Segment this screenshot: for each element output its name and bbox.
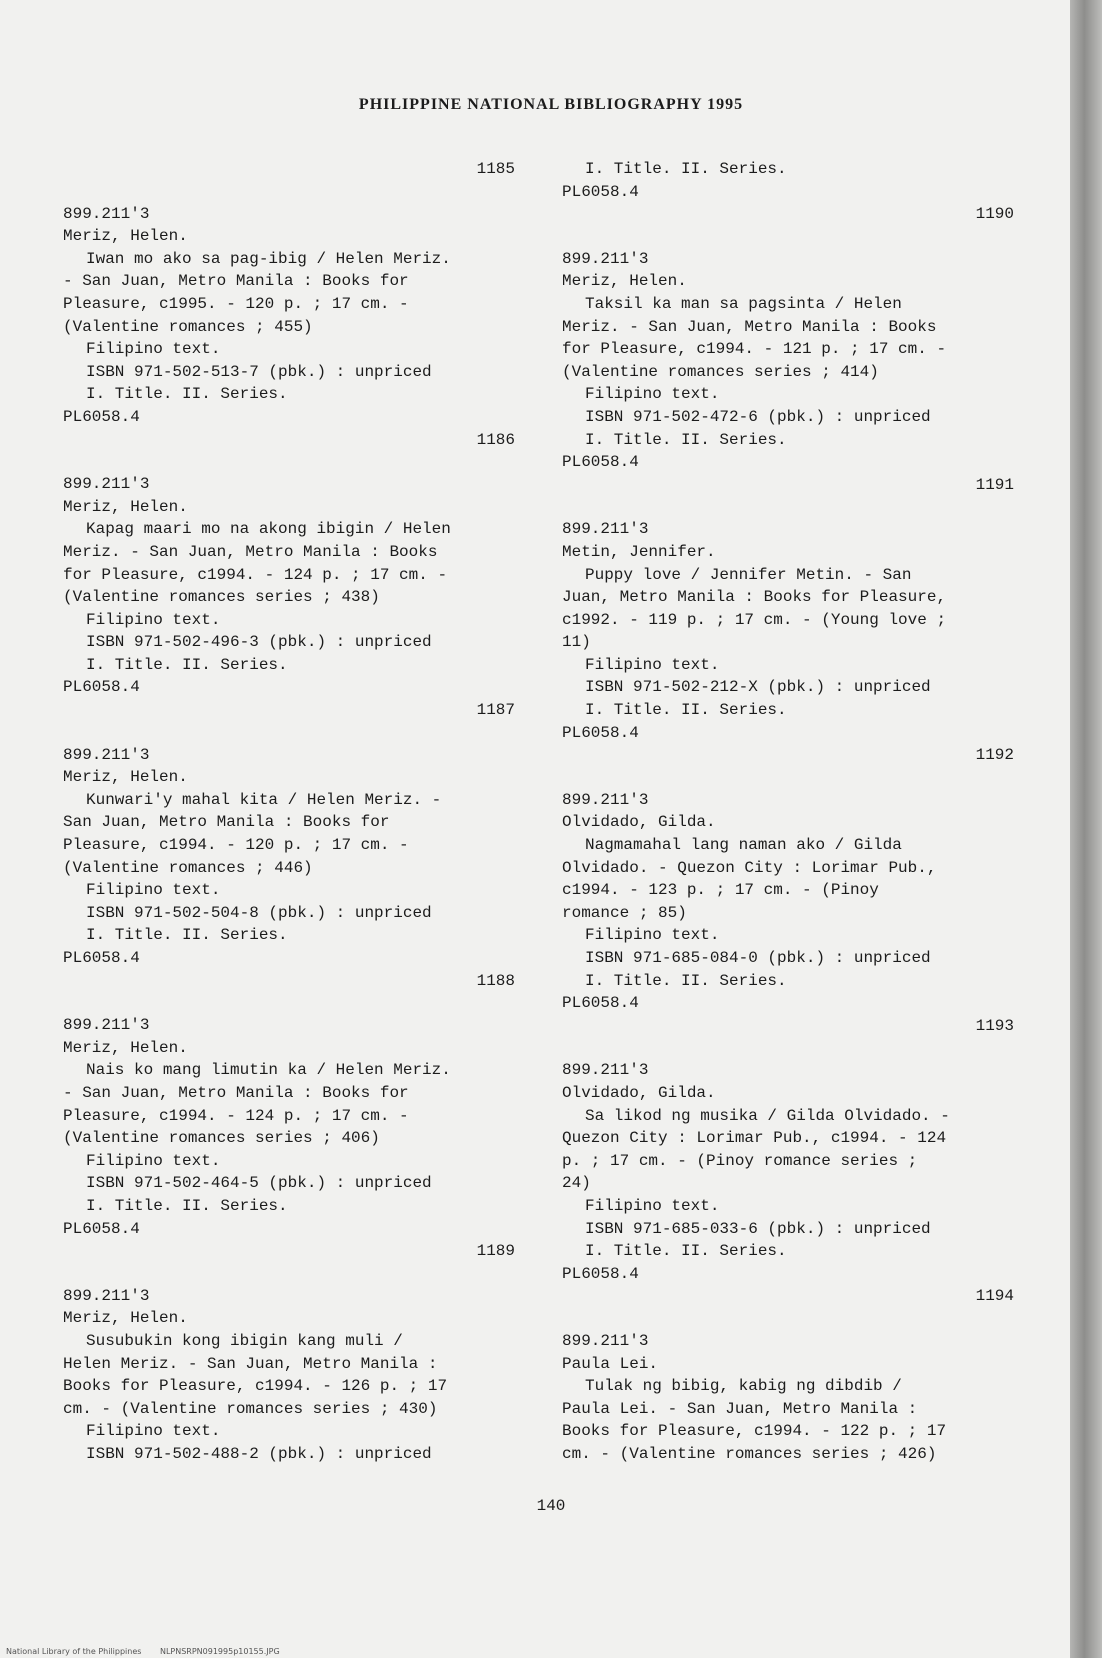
entry-line: Meriz, Helen. (63, 768, 188, 787)
entry-line: Filipino text. (585, 385, 720, 404)
entry-line: Olvidado. - Quezon City : Lorimar Pub., (562, 858, 937, 877)
entry-number: 1194 (975, 1287, 1014, 1306)
entry-line: I. Title. II. Series. (585, 430, 787, 449)
entry-line: Filipino text. (585, 926, 720, 945)
entry-line: PL6058.4 (63, 678, 140, 697)
scan-footer-note (6, 1647, 296, 1656)
entry-line: ISBN 971-502-504-8 (pbk.) : unpriced (86, 903, 432, 922)
bibliography-entry (562, 1285, 1022, 1465)
entry-line: Tulak ng bibig, kabig ng dibdib / (585, 1377, 902, 1396)
entry-line: Olvidado, Gilda. (562, 813, 716, 832)
entry-line: I. Title. II. Series. (86, 655, 288, 674)
entry-number: 1190 (975, 205, 1014, 224)
library-note: National Library of the Philippines (6, 1647, 142, 1656)
entry-line: Pleasure, c1994. - 124 p. ; 17 cm. - (63, 1106, 409, 1125)
entry-number: 1191 (975, 475, 1014, 494)
entry-line: I. Title. II. Series. (585, 1242, 787, 1261)
entry-line: Kapag maari mo na akong ibigin / Helen (86, 520, 451, 539)
entry-line: c1994. - 123 p. ; 17 cm. - (Pinoy (562, 881, 879, 900)
entry-line: PL6058.4 (562, 453, 639, 472)
entry-line: 899.211'3 (562, 790, 649, 809)
entry-line: (Valentine romances ; 446) (63, 858, 313, 877)
entry-number: 1185 (476, 160, 515, 178)
entry-line: San Juan, Metro Manila : Books for (63, 813, 390, 832)
entry-line: Pleasure, c1994. - 120 p. ; 17 cm. - (63, 836, 409, 855)
entry-line: Books for Pleasure, c1994. - 122 p. ; 17 (562, 1422, 947, 1441)
entry-line: Paula Lei. (562, 1354, 659, 1373)
entry-line: (Valentine romances ; 455) (63, 317, 313, 336)
bibliography-entry (63, 429, 523, 700)
entry-line: (Valentine romances series ; 414) (562, 362, 879, 381)
entry-line: 899.211'3 (63, 204, 150, 223)
entry-line: Metin, Jennifer. (562, 542, 716, 561)
entry-line: for Pleasure, c1994. - 124 p. ; 17 cm. - (63, 565, 448, 584)
page-title: PHILIPPINE NATIONAL BIBLIOGRAPHY 1995 (358, 96, 744, 113)
entry-line: - San Juan, Metro Manila : Books for (63, 1083, 409, 1102)
entry-number: 1188 (476, 971, 515, 990)
entry-line: p. ; 17 cm. - (Pinoy romance series ; (562, 1151, 918, 1170)
page-edge-shadow (1070, 0, 1102, 1658)
entry-line: Juan, Metro Manila : Books for Pleasure, (562, 588, 947, 607)
entry-line: PL6058.4 (562, 723, 639, 742)
entry-line: Kunwari'y mahal kita / Helen Meriz. - (86, 790, 442, 809)
bibliography-entry (63, 1240, 523, 1465)
entry-line: 899.211'3 (562, 1331, 649, 1350)
entry-line: I. Title. II. Series. (86, 1196, 288, 1215)
entry-line: for Pleasure, c1994. - 121 p. ; 17 cm. - (562, 340, 947, 359)
page-number: 140 (536, 1497, 566, 1515)
entry-number: 1193 (975, 1016, 1014, 1035)
entry-line: Meriz, Helen. (63, 1038, 188, 1057)
entry-line: cm. - (Valentine romances series ; 430) (63, 1399, 438, 1418)
entry-line: Quezon City : Lorimar Pub., c1994. - 124 (562, 1129, 947, 1148)
entry-number: 1189 (476, 1242, 515, 1261)
entry-line: Meriz. - San Juan, Metro Manila : Books (562, 317, 937, 336)
entry-line: I. Title. II. Series. (585, 971, 787, 990)
entry-line: I. Title. II. Series. (585, 160, 787, 178)
entry-line: (Valentine romances series ; 406) (63, 1129, 380, 1148)
entry-line: Taksil ka man sa pagsinta / Helen (585, 294, 902, 313)
entry-line: PL6058.4 (63, 407, 140, 426)
entry-line: ISBN 971-502-212-X (pbk.) : unpriced (585, 678, 931, 697)
entry-line: Meriz, Helen. (63, 227, 188, 246)
entry-line: c1992. - 119 p. ; 17 cm. - (Young love ; (562, 610, 947, 629)
entry-line: Nais ko mang limutin ka / Helen Meriz. (86, 1061, 451, 1080)
entry-line: 899.211'3 (63, 475, 150, 494)
entry-line: Pleasure, c1995. - 120 p. ; 17 cm. - (63, 294, 409, 313)
entry-line: PL6058.4 (562, 182, 639, 201)
entry-line: I. Title. II. Series. (86, 926, 288, 945)
entry-line: ISBN 971-685-033-6 (pbk.) : unpriced (585, 1219, 931, 1238)
entry-line: Paula Lei. - San Juan, Metro Manila : (562, 1399, 918, 1418)
entry-line: Meriz, Helen. (63, 497, 188, 516)
entry-line: Meriz. - San Juan, Metro Manila : Books (63, 542, 438, 561)
entry-line: ISBN 971-502-496-3 (pbk.) : unpriced (86, 633, 432, 652)
bibliography-entry (562, 744, 1022, 1015)
entry-line: Sa likod ng musika / Gilda Olvidado. - (585, 1106, 950, 1125)
entry-line: Olvidado, Gilda. (562, 1083, 716, 1102)
entry-line: Filipino text. (86, 881, 221, 900)
entry-line: (Valentine romances series ; 438) (63, 588, 380, 607)
entry-line: Puppy love / Jennifer Metin. - San (585, 565, 912, 584)
right-column (562, 158, 1022, 1465)
entry-line: Filipino text. (86, 1422, 221, 1441)
bibliography-entry (63, 699, 523, 970)
entry-line: Filipino text. (585, 1196, 720, 1215)
entry-line: 899.211'3 (63, 745, 150, 764)
entry-line: 24) (562, 1174, 591, 1193)
entry-line: ISBN 971-502-472-6 (pbk.) : unpriced (585, 407, 931, 426)
bibliography-entry (63, 158, 523, 429)
entry-line: Filipino text. (585, 655, 720, 674)
entry-line: cm. - (Valentine romances series ; 426) (562, 1444, 937, 1463)
entry-line: Iwan mo ako sa pag-ibig / Helen Meriz. (86, 249, 451, 268)
entry-line: Filipino text. (86, 1151, 221, 1170)
entry-line: PL6058.4 (63, 949, 140, 967)
bibliography-entry (562, 474, 1022, 745)
entry-line: PL6058.4 (562, 1264, 639, 1283)
entry-line: 899.211'3 (63, 1016, 150, 1035)
entry-line: ISBN 971-502-488-2 (pbk.) : unpriced (86, 1444, 432, 1463)
entry-line: I. Title. II. Series. (585, 701, 787, 720)
entry-line: ISBN 971-502-464-5 (pbk.) : unpriced (86, 1174, 432, 1193)
entry-line: Meriz, Helen. (63, 1309, 188, 1328)
entry-line: - San Juan, Metro Manila : Books for (63, 272, 409, 291)
entry-line: Nagmamahal lang naman ako / Gilda (585, 836, 902, 855)
bibliography-entry (562, 203, 1022, 474)
entry-number: 1186 (476, 430, 515, 449)
entry-line: Susubukin kong ibigin kang muli / (86, 1331, 403, 1350)
entry-line: romance ; 85) (562, 903, 687, 922)
entry-line: Books for Pleasure, c1994. - 126 p. ; 17 (63, 1377, 448, 1396)
entry-line: Meriz, Helen. (562, 272, 687, 291)
bibliography-entry (562, 1015, 1022, 1286)
entry-line: 899.211'3 (562, 520, 649, 539)
left-column (63, 158, 523, 1465)
file-note: NLPNSRPN091995p10155.JPG (159, 1647, 280, 1656)
entry-line: 899.211'3 (562, 249, 649, 268)
entry-number: 1187 (476, 701, 515, 720)
entry-line: PL6058.4 (562, 994, 639, 1013)
entry-line: PL6058.4 (63, 1219, 140, 1238)
entry-line: Helen Meriz. - San Juan, Metro Manila : (63, 1354, 438, 1373)
entry-line: Filipino text. (86, 340, 221, 359)
entry-line: 899.211'3 (562, 1061, 649, 1080)
entry-line: Filipino text. (86, 610, 221, 629)
entry-number: 1192 (975, 746, 1014, 765)
entry-line: ISBN 971-502-513-7 (pbk.) : unpriced (86, 362, 432, 381)
bibliography-entry (63, 970, 523, 1241)
entry-line: 11) (562, 633, 591, 652)
entry-line: 899.211'3 (63, 1286, 150, 1305)
entry-line: I. Title. II. Series. (86, 385, 288, 404)
entry-line: ISBN 971-685-084-0 (pbk.) : unpriced (585, 949, 931, 967)
